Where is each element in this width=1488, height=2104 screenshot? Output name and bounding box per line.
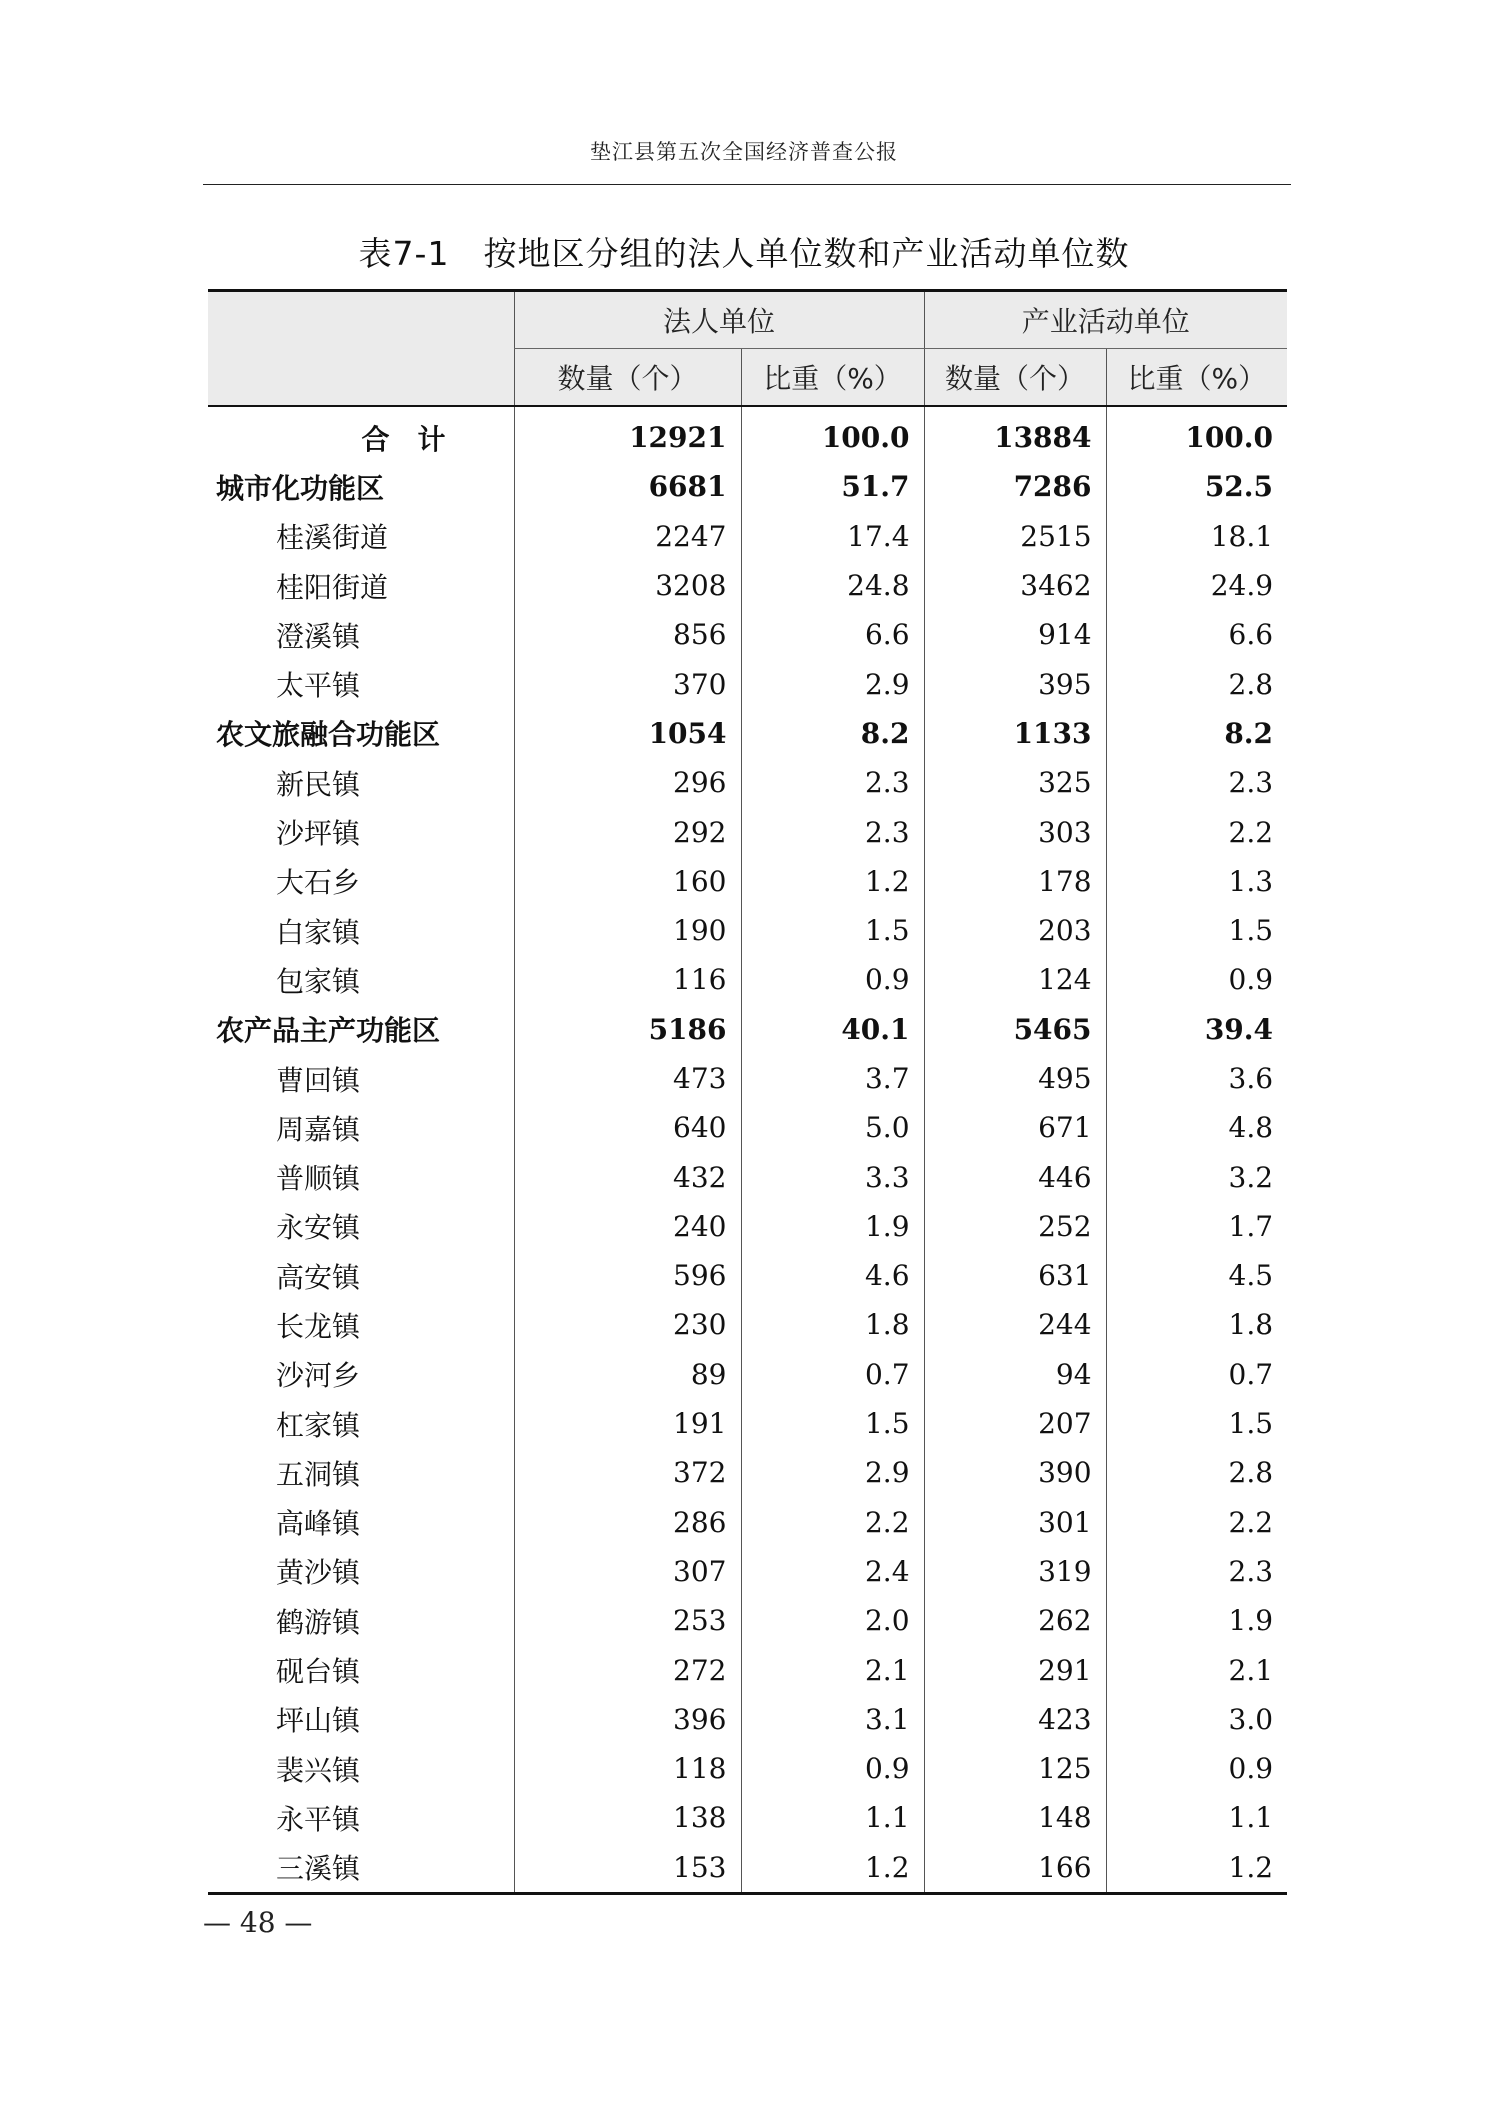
subheader-share: 比重（%） <box>741 349 924 407</box>
activity-share-cell: 1.8 <box>1106 1300 1287 1349</box>
activity-count-cell: 671 <box>924 1103 1106 1152</box>
activity-share-cell: 39.4 <box>1106 1005 1287 1054</box>
activity-share-cell: 1.7 <box>1106 1202 1287 1251</box>
legal-count-cell: 153 <box>514 1843 741 1894</box>
legal-share-cell: 1.8 <box>741 1300 924 1349</box>
legal-share-cell: 1.1 <box>741 1793 924 1842</box>
region-name-cell: 周嘉镇 <box>276 1112 361 1146</box>
region-name-cell: 包家镇 <box>276 964 361 998</box>
activity-share-cell: 6.6 <box>1106 610 1287 659</box>
group-row <box>208 462 1287 511</box>
legal-share-cell: 8.2 <box>741 709 924 758</box>
activity-count-cell: 390 <box>924 1448 1106 1497</box>
activity-share-cell: 1.3 <box>1106 857 1287 906</box>
legal-share-cell: 6.6 <box>741 610 924 659</box>
activity-share-cell: 4.8 <box>1106 1103 1287 1152</box>
activity-count-cell: 325 <box>924 758 1106 807</box>
activity-count-cell: 203 <box>924 906 1106 955</box>
legal-share-cell: 3.1 <box>741 1695 924 1744</box>
region-name-cell: 大石乡 <box>276 866 361 900</box>
table-row <box>208 1645 1287 1694</box>
table-row <box>208 1054 1287 1103</box>
legal-count-cell: 2247 <box>514 512 741 561</box>
legal-count-cell: 12921 <box>514 406 741 462</box>
legal-share-cell: 17.4 <box>741 512 924 561</box>
region-name-cell: 新民镇 <box>276 767 361 801</box>
subheader-share: 比重（%） <box>1106 349 1287 407</box>
activity-count-cell: 301 <box>924 1498 1106 1547</box>
region-name-cell: 永平镇 <box>276 1802 361 1836</box>
legal-count-cell: 190 <box>514 906 741 955</box>
activity-share-cell: 3.6 <box>1106 1054 1287 1103</box>
legal-share-cell: 2.1 <box>741 1645 924 1694</box>
activity-share-cell: 2.3 <box>1106 758 1287 807</box>
region-name-cell: 合计 <box>361 422 474 456</box>
table-row <box>208 1448 1287 1497</box>
statistics-table <box>208 289 1287 1895</box>
table-row <box>208 906 1287 955</box>
table-row <box>208 1152 1287 1201</box>
activity-share-cell: 2.2 <box>1106 1498 1287 1547</box>
activity-count-cell: 291 <box>924 1645 1106 1694</box>
group-header-legal-units: 法人单位 <box>514 291 924 349</box>
table-row <box>208 1744 1287 1793</box>
legal-share-cell: 1.5 <box>741 1399 924 1448</box>
region-name-cell: 砚台镇 <box>276 1655 361 1689</box>
legal-count-cell: 6681 <box>514 462 741 511</box>
activity-share-cell: 24.9 <box>1106 561 1287 610</box>
table-row <box>208 1103 1287 1152</box>
table-row <box>208 1202 1287 1251</box>
region-name-cell: 高峰镇 <box>276 1507 361 1541</box>
activity-count-cell: 319 <box>924 1547 1106 1596</box>
table-row <box>208 1251 1287 1300</box>
legal-count-cell: 116 <box>514 955 741 1004</box>
region-name-cell: 沙河乡 <box>276 1359 361 1393</box>
region-name-cell: 普顺镇 <box>276 1162 361 1196</box>
legal-count-cell: 370 <box>514 659 741 708</box>
subheader-count: 数量（个） <box>924 349 1106 407</box>
region-name-cell: 桂溪街道 <box>276 521 389 555</box>
activity-count-cell: 7286 <box>924 462 1106 511</box>
activity-count-cell: 262 <box>924 1596 1106 1645</box>
table-row <box>208 561 1287 610</box>
legal-share-cell: 2.2 <box>741 1498 924 1547</box>
legal-share-cell: 0.9 <box>741 1744 924 1793</box>
legal-count-cell: 160 <box>514 857 741 906</box>
region-name-cell: 黄沙镇 <box>276 1556 361 1590</box>
legal-count-cell: 432 <box>514 1152 741 1201</box>
activity-share-cell: 2.8 <box>1106 1448 1287 1497</box>
table-row <box>208 512 1287 561</box>
region-name-cell: 农文旅融合功能区 <box>216 718 441 752</box>
region-name-cell: 裴兴镇 <box>276 1753 361 1787</box>
table-row <box>208 659 1287 708</box>
region-name-cell: 三溪镇 <box>208 1843 514 1894</box>
page-number: — 48 — <box>203 1906 313 1939</box>
table-row <box>208 1596 1287 1645</box>
activity-share-cell: 3.0 <box>1106 1695 1287 1744</box>
region-name-cell: 鹤游镇 <box>276 1605 361 1639</box>
legal-count-cell: 253 <box>514 1596 741 1645</box>
activity-count-cell: 207 <box>924 1399 1106 1448</box>
activity-share-cell: 2.2 <box>1106 807 1287 856</box>
table-row <box>208 807 1287 856</box>
region-header-cell <box>208 291 514 407</box>
activity-count-cell: 178 <box>924 857 1106 906</box>
table-row <box>208 1793 1287 1842</box>
legal-count-cell: 396 <box>514 1695 741 1744</box>
table-number: 表7-1 <box>358 234 450 273</box>
table-row <box>208 610 1287 659</box>
legal-share-cell: 2.3 <box>741 758 924 807</box>
subheader-count: 数量（个） <box>514 349 741 407</box>
activity-count-cell: 914 <box>924 610 1106 659</box>
activity-share-cell: 0.9 <box>1106 1744 1287 1793</box>
legal-share-cell: 3.7 <box>741 1054 924 1103</box>
activity-count-cell: 124 <box>924 955 1106 1004</box>
legal-count-cell: 307 <box>514 1547 741 1596</box>
activity-count-cell: 252 <box>924 1202 1106 1251</box>
legal-share-cell: 1.2 <box>741 857 924 906</box>
region-name-cell: 沙坪镇 <box>276 817 361 851</box>
table-row <box>208 1843 1287 1894</box>
activity-share-cell: 2.1 <box>1106 1645 1287 1694</box>
activity-share-cell: 0.9 <box>1106 955 1287 1004</box>
activity-share-cell: 1.5 <box>1106 906 1287 955</box>
activity-share-cell: 18.1 <box>1106 512 1287 561</box>
legal-share-cell: 2.9 <box>741 659 924 708</box>
legal-count-cell: 230 <box>514 1300 741 1349</box>
activity-count-cell: 148 <box>924 1793 1106 1842</box>
activity-count-cell: 244 <box>924 1300 1106 1349</box>
activity-share-cell: 2.3 <box>1106 1547 1287 1596</box>
activity-share-cell: 1.5 <box>1106 1399 1287 1448</box>
region-name-cell: 坪山镇 <box>276 1704 361 1738</box>
activity-count-cell: 13884 <box>924 406 1106 462</box>
legal-count-cell: 856 <box>514 610 741 659</box>
legal-share-cell: 1.9 <box>741 1202 924 1251</box>
legal-count-cell: 286 <box>514 1498 741 1547</box>
region-name-cell: 杠家镇 <box>276 1408 361 1442</box>
legal-count-cell: 240 <box>514 1202 741 1251</box>
legal-count-cell: 118 <box>514 1744 741 1793</box>
table-row <box>208 955 1287 1004</box>
region-name-cell: 长龙镇 <box>276 1309 361 1343</box>
activity-count-cell: 2515 <box>924 512 1106 561</box>
activity-count-cell: 166 <box>924 1843 1106 1894</box>
activity-share-cell: 0.7 <box>1106 1350 1287 1399</box>
group-row <box>208 709 1287 758</box>
activity-share-cell: 4.5 <box>1106 1251 1287 1300</box>
legal-count-cell: 296 <box>514 758 741 807</box>
running-head: 垫江县第五次全国经济普查公报 <box>590 140 898 164</box>
region-name-cell: 永安镇 <box>276 1211 361 1245</box>
legal-count-cell: 89 <box>514 1350 741 1399</box>
legal-share-cell: 0.9 <box>741 955 924 1004</box>
table-row <box>208 1300 1287 1349</box>
region-name-cell: 澄溪镇 <box>276 619 361 653</box>
table-row <box>208 1399 1287 1448</box>
group-header-activity-units: 产业活动单位 <box>924 291 1287 349</box>
region-name-cell: 高安镇 <box>276 1260 361 1294</box>
table-title <box>0 228 1488 275</box>
legal-share-cell: 3.3 <box>741 1152 924 1201</box>
activity-count-cell: 395 <box>924 659 1106 708</box>
activity-share-cell: 100.0 <box>1106 406 1287 462</box>
activity-share-cell: 1.1 <box>1106 1793 1287 1842</box>
activity-share-cell: 1.9 <box>1106 1596 1287 1645</box>
legal-share-cell: 2.9 <box>741 1448 924 1497</box>
table-row <box>208 1695 1287 1744</box>
legal-share-cell: 1.5 <box>741 906 924 955</box>
legal-count-cell: 596 <box>514 1251 741 1300</box>
activity-share-cell: 1.2 <box>1106 1843 1287 1894</box>
activity-share-cell: 52.5 <box>1106 462 1287 511</box>
legal-share-cell: 2.4 <box>741 1547 924 1596</box>
legal-count-cell: 3208 <box>514 561 741 610</box>
legal-count-cell: 191 <box>514 1399 741 1448</box>
activity-count-cell: 303 <box>924 807 1106 856</box>
legal-share-cell: 1.2 <box>741 1843 924 1894</box>
table-row <box>208 758 1287 807</box>
legal-share-cell: 51.7 <box>741 462 924 511</box>
legal-count-cell: 1054 <box>514 709 741 758</box>
legal-share-cell: 2.3 <box>741 807 924 856</box>
legal-count-cell: 473 <box>514 1054 741 1103</box>
activity-count-cell: 125 <box>924 1744 1106 1793</box>
table-caption: 按地区分组的法人单位数和产业活动单位数 <box>483 234 1130 273</box>
activity-count-cell: 1133 <box>924 709 1106 758</box>
activity-count-cell: 495 <box>924 1054 1106 1103</box>
group-row <box>208 1005 1287 1054</box>
activity-share-cell: 8.2 <box>1106 709 1287 758</box>
activity-count-cell: 446 <box>924 1152 1106 1201</box>
table-body <box>208 406 1287 1893</box>
legal-share-cell: 5.0 <box>741 1103 924 1152</box>
activity-count-cell: 3462 <box>924 561 1106 610</box>
legal-count-cell: 138 <box>514 1793 741 1842</box>
table-row <box>208 857 1287 906</box>
region-name-cell: 桂阳街道 <box>276 570 389 604</box>
activity-count-cell: 631 <box>924 1251 1106 1300</box>
legal-share-cell: 0.7 <box>741 1350 924 1399</box>
activity-share-cell: 3.2 <box>1106 1152 1287 1201</box>
header-divider <box>203 184 1291 185</box>
legal-count-cell: 292 <box>514 807 741 856</box>
table-row <box>208 1498 1287 1547</box>
activity-count-cell: 5465 <box>924 1005 1106 1054</box>
legal-share-cell: 24.8 <box>741 561 924 610</box>
region-name-cell: 白家镇 <box>276 915 361 949</box>
table-row <box>208 1547 1287 1596</box>
activity-count-cell: 94 <box>924 1350 1106 1399</box>
legal-count-cell: 372 <box>514 1448 741 1497</box>
region-name-cell: 太平镇 <box>276 669 361 703</box>
legal-count-cell: 640 <box>514 1103 741 1152</box>
legal-share-cell: 100.0 <box>741 406 924 462</box>
activity-count-cell: 423 <box>924 1695 1106 1744</box>
legal-share-cell: 40.1 <box>741 1005 924 1054</box>
region-name-cell: 五洞镇 <box>276 1457 361 1491</box>
total-row <box>208 406 1287 462</box>
region-name-cell: 农产品主产功能区 <box>216 1014 441 1048</box>
legal-share-cell: 4.6 <box>741 1251 924 1300</box>
legal-count-cell: 272 <box>514 1645 741 1694</box>
region-name-cell: 城市化功能区 <box>216 471 385 505</box>
region-name-cell: 曹回镇 <box>276 1063 361 1097</box>
table-row <box>208 1350 1287 1399</box>
group-header-row <box>208 291 1287 349</box>
legal-share-cell: 2.0 <box>741 1596 924 1645</box>
legal-count-cell: 5186 <box>514 1005 741 1054</box>
activity-share-cell: 2.8 <box>1106 659 1287 708</box>
